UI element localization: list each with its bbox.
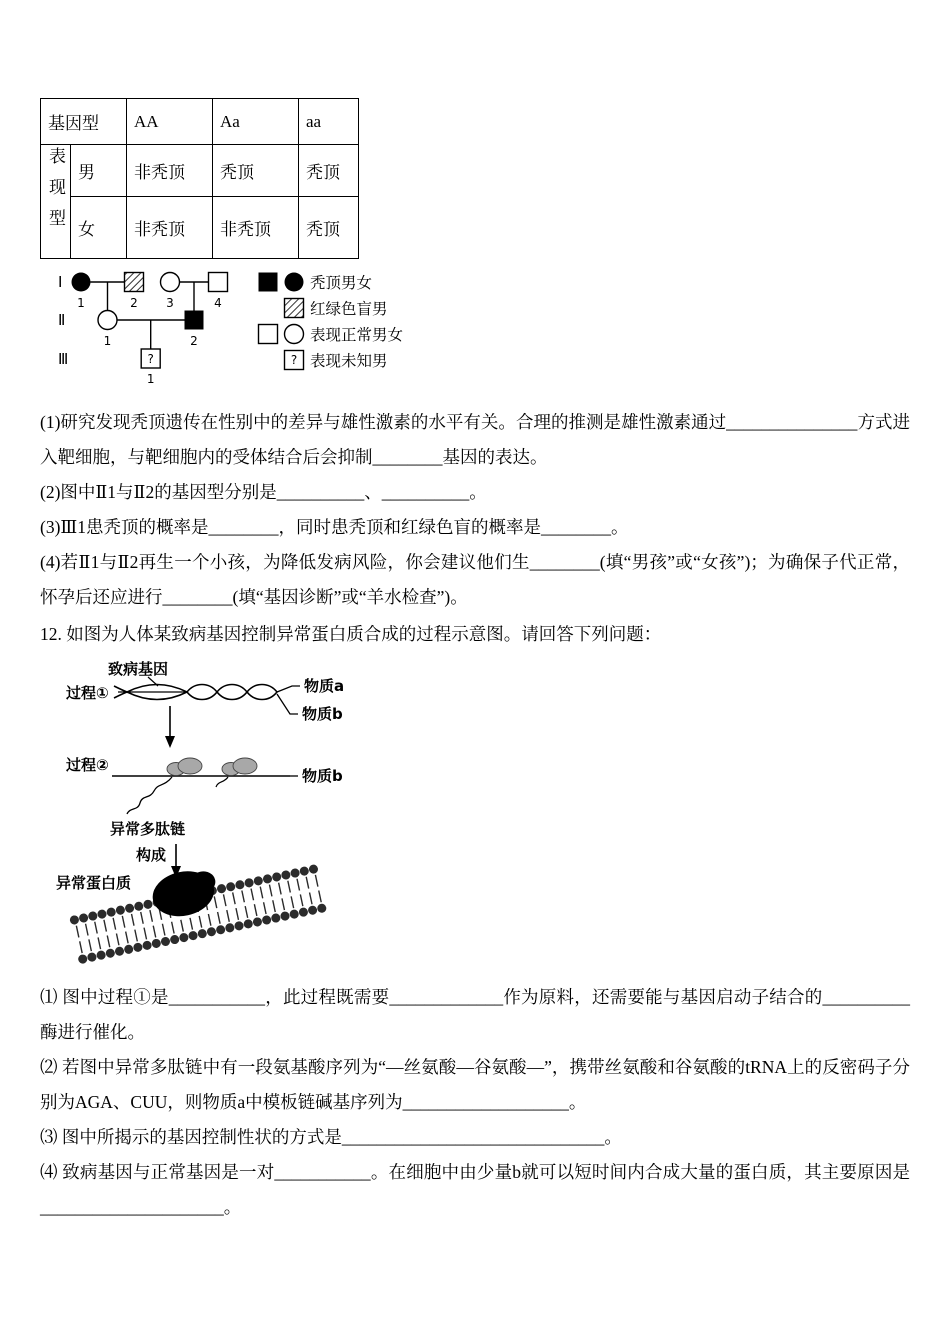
question-11-text-block [40, 405, 910, 615]
individual-I-3-normal-female [161, 273, 180, 292]
pedigree-diagram [44, 263, 424, 393]
legend-label: 红绿色盲男 [310, 300, 388, 318]
protein-synthesis-diagram [52, 656, 382, 968]
legend-empty-square-icon [259, 325, 278, 344]
ribosome-icon [167, 758, 202, 776]
q12-part-2: ⑵ 若图中异常多肽链中有一段氨基酸序列为“—丝氨酸—谷氨酸—”，携带丝氨酸和谷氨酸的tRNA上的反密码子分别为AGA、CUU，则物质a中模板链碱基序列为___________________。 [40, 1057, 910, 1112]
genotype-phenotype-table [40, 98, 359, 259]
table-cell: 非秃顶 [213, 197, 299, 259]
table-header-aa: aa [299, 99, 359, 145]
down-arrow-1 [165, 706, 175, 748]
table-header-Aa: Aa [213, 99, 299, 145]
table-phenotype-label: 表现型 [41, 145, 71, 259]
connector-substance-a [277, 686, 300, 692]
pedigree-legend [259, 273, 404, 371]
q12-part-1: ⑴ 图中过程①是___________，此过程既需要_____________作为原料，还需要能与基因启动子结合的__________酶进行催化。 [40, 987, 910, 1042]
table-header-AA: AA [127, 99, 213, 145]
legend-filled-circle-icon [285, 273, 304, 292]
individual-number: 2 [130, 296, 138, 310]
individual-number: 4 [214, 296, 222, 310]
table-cell: 秃顶 [299, 197, 359, 259]
q12-part-4: ⑷ 致病基因与正常基因是一对___________。在细胞中由少量b就可以短时间内合成大量的蛋白质，其主要原因是_____________________。 [40, 1162, 910, 1217]
table-cell: 非秃顶 [127, 197, 213, 259]
legend-label: 秃顶男女 [310, 274, 373, 292]
substance-a-label: 物质a [304, 677, 345, 695]
individual-number: 1 [103, 334, 112, 348]
q11-part-4: (4)若Ⅱ1与Ⅱ2再生一个小孩，为降低发病风险，你会建议他们生________(填“男孩”或“女孩”)；为确保子代正常，怀孕后还应进行________(填“基因诊断”或“羊水检查”)。 [40, 552, 910, 607]
question-12-intro: 12. 如图为人体某致病基因控制异常蛋白质合成的过程示意图。请回答下列问题： [40, 624, 662, 644]
protein-label: 异常蛋白质 [56, 874, 132, 892]
process2-label: 过程② [66, 756, 109, 774]
substance-b-label: 物质b [302, 705, 343, 723]
generation-label-2: Ⅱ [58, 311, 66, 329]
generation-label-3: Ⅲ [58, 350, 69, 368]
individual-number: 2 [190, 334, 198, 348]
substance-b2-label: 物质b [302, 767, 343, 785]
legend-hatched-square-icon [285, 299, 304, 318]
individual-number: 3 [166, 296, 174, 310]
individual-I-1-affected-female [72, 273, 91, 292]
legend-filled-square-icon [259, 273, 278, 292]
legend-label: 表现正常男女 [310, 326, 404, 344]
legend-question-mark: ? [290, 353, 298, 367]
polypeptide-squiggle [127, 777, 172, 814]
compose-label: 构成 [136, 846, 167, 864]
unknown-mark: ? [147, 352, 154, 366]
question-12-text-block [40, 980, 910, 1225]
cell-membrane [69, 844, 323, 959]
lipid-heads-bottom [83, 908, 324, 959]
individual-II-1-normal-female [98, 311, 117, 330]
ribosome-icon [222, 758, 257, 776]
table-row-female-label: 女 [71, 197, 127, 259]
q11-part-3: (3)Ⅲ1患秃顶的概率是________，同时患秃顶和红绿色盲的概率是________。 [40, 517, 629, 537]
individual-I-4-normal-male [209, 273, 228, 292]
q11-part-2: (2)图中Ⅱ1与Ⅱ2的基因型分别是__________、__________。 [40, 482, 487, 502]
table-header-genotype: 基因型 [41, 99, 127, 145]
table-row-male-label: 男 [71, 145, 127, 197]
individual-II-2-affected-male [185, 311, 204, 330]
individual-number: 1 [146, 372, 155, 386]
legend-label: 表现未知男 [310, 352, 388, 370]
gene-label: 致病基因 [108, 660, 169, 678]
table-cell: 秃顶 [299, 145, 359, 197]
q12-part-3: ⑶ 图中所揭示的基因控制性状的方式是______________________________。 [40, 1127, 622, 1147]
q11-part-1: (1)研究发现秃顶遗传在性别中的差异与雄性激素的水平有关。合理的推测是雄性激素通过_______________方式进入靶细胞，与靶细胞内的受体结合后会抑制________基因的表达。 [40, 412, 910, 467]
table-cell: 秃顶 [213, 145, 299, 197]
individual-I-2-colorblind-male [125, 273, 144, 292]
polypeptide-squiggle-short [216, 777, 228, 787]
dna-helix [114, 685, 300, 715]
process1-label: 过程① [66, 684, 109, 702]
polypeptide-label: 异常多肽链 [110, 820, 186, 838]
legend-empty-circle-icon [285, 325, 304, 344]
individual-number: 1 [77, 296, 85, 310]
generation-label-1: Ⅰ [58, 273, 63, 291]
connector-substance-b [277, 694, 298, 714]
table-cell: 非秃顶 [127, 145, 213, 197]
